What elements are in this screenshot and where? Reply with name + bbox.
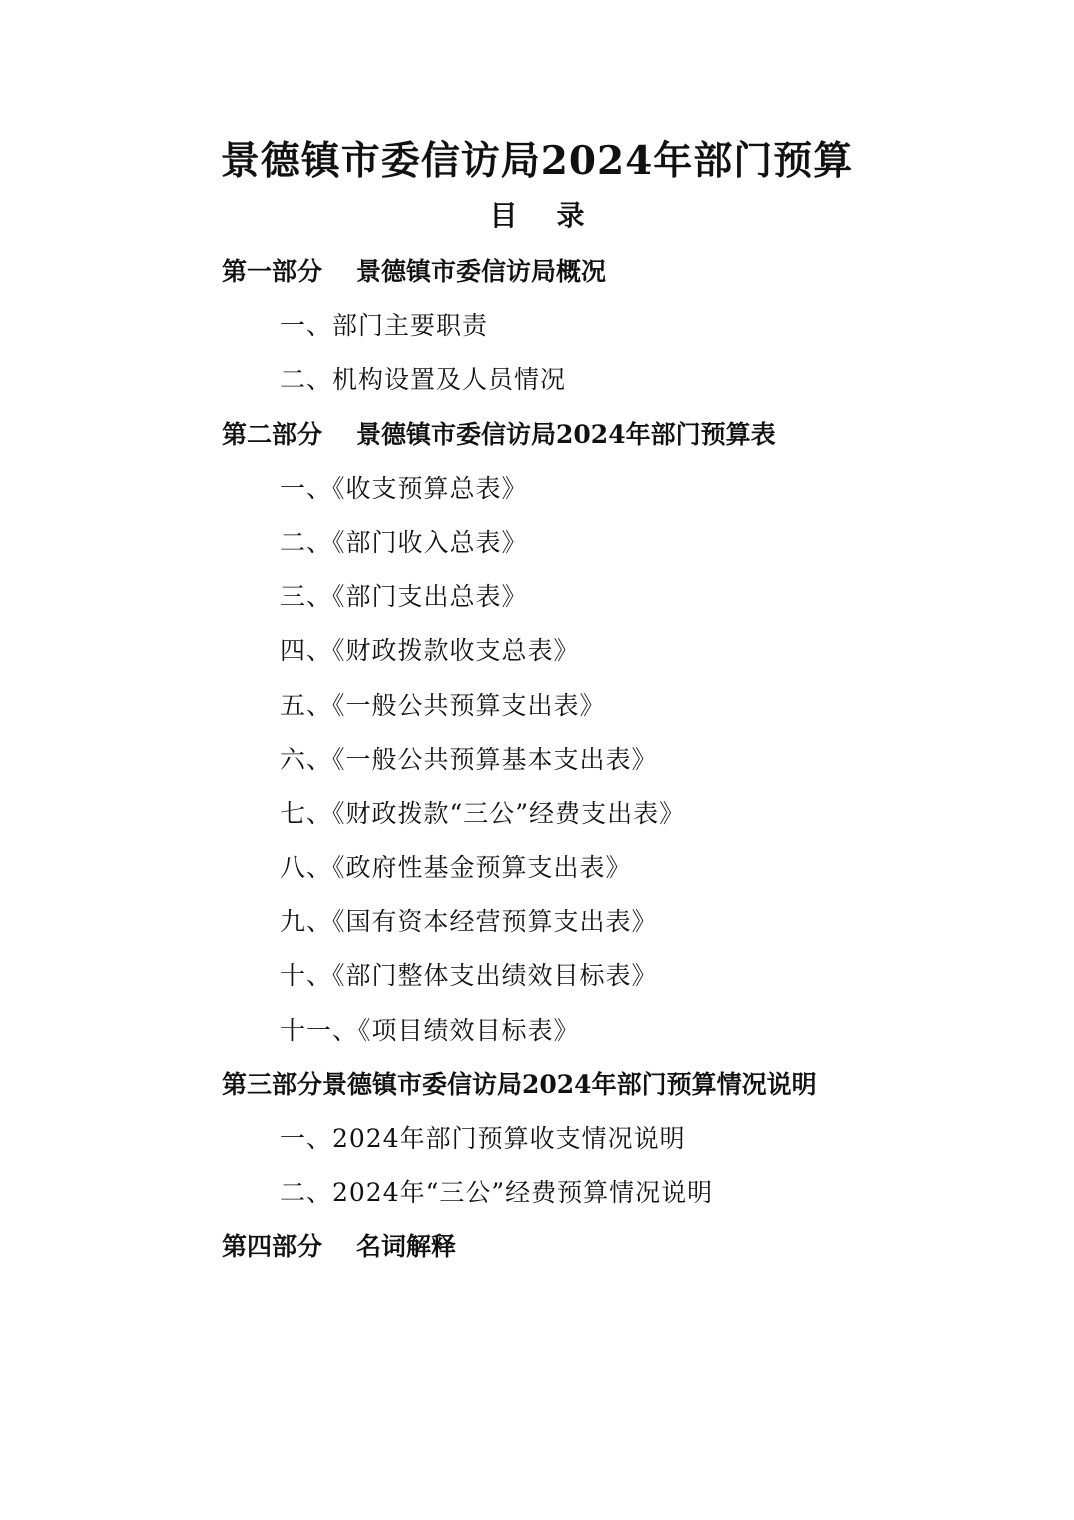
toc-item: 二、2024年“三公”经费预算情况说明	[280, 1178, 714, 1208]
table-of-contents	[222, 248, 982, 1278]
toc-item: 四、《财政拨款收支总表》	[280, 636, 580, 666]
toc-part-1-label: 第一部分	[222, 257, 323, 286]
toc-item: 一、2024年部门预算收支情况说明	[280, 1124, 686, 1153]
toc-part-2	[222, 411, 982, 465]
toc-heading: 目 录	[489, 199, 585, 232]
toc-part-2-title: 景德镇市委信访局2024年部门预算表	[356, 419, 776, 449]
toc-part-1	[222, 248, 982, 302]
toc-part-1-title: 景德镇市委信访局概况	[356, 257, 607, 286]
toc-item: 十、《部门整体支出绩效目标表》	[280, 961, 658, 991]
toc-item: 十一、《项目绩效目标表》	[280, 1015, 580, 1045]
toc-item: 七、《财政拨款“三公”经费支出表》	[280, 798, 686, 828]
toc-item: 一、《收支预算总表》	[280, 473, 528, 503]
document-title: 景德镇市委信访局2024年部门预算	[220, 138, 854, 184]
toc-item: 三、《部门支出总表》	[280, 582, 528, 612]
toc-item: 二、机构设置及人员情况	[280, 365, 567, 395]
toc-part-3: 第三部分景德镇市委信访局2024年部门预算情况说明	[222, 1069, 817, 1099]
toc-item: 一、部门主要职责	[280, 311, 489, 341]
toc-item: 九、《国有资本经营预算支出表》	[280, 907, 658, 937]
toc-part-4-title: 名词解释	[356, 1232, 457, 1262]
toc-part-4	[222, 1223, 982, 1277]
toc-item: 二、《部门收入总表》	[280, 527, 528, 557]
toc-item: 八、《政府性基金预算支出表》	[280, 853, 632, 883]
toc-part-4-label: 第四部分	[222, 1232, 323, 1262]
toc-part-2-label: 第二部分	[222, 419, 323, 449]
toc-item: 六、《一般公共预算基本支出表》	[280, 744, 658, 774]
toc-item: 五、《一般公共预算支出表》	[280, 690, 606, 720]
